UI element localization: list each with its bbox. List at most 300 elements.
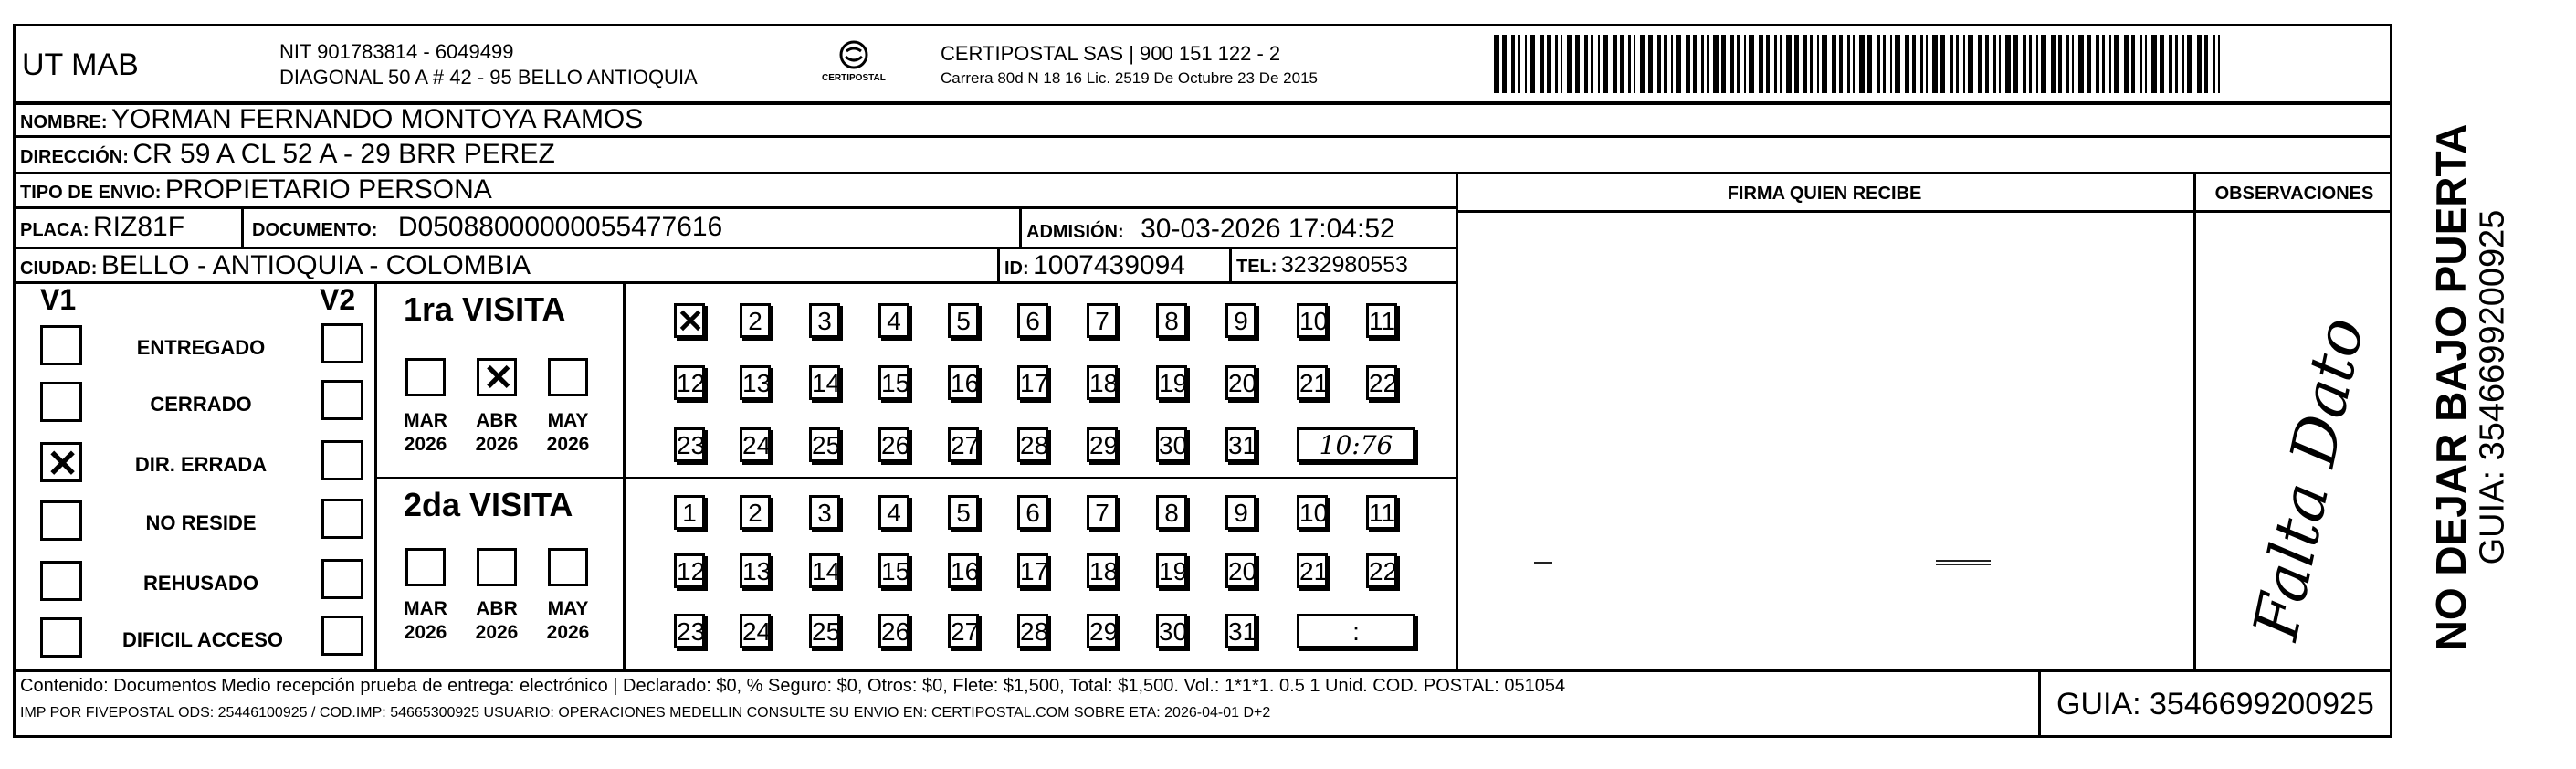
x-mark-icon: ✕ — [47, 442, 79, 485]
barcode-bar — [1657, 35, 1661, 93]
barcode-bar — [2109, 35, 2111, 93]
day-box[interactable] — [878, 365, 909, 400]
col-line — [374, 281, 377, 669]
certipostal-address: Carrera 80d N 18 16 Lic. 2519 De Octubre 23 De 2015 — [941, 69, 1318, 87]
day-box[interactable] — [1156, 495, 1187, 530]
certipostal-logo — [813, 38, 895, 93]
month-year: 2026 — [475, 434, 519, 455]
day-number: 21 — [1299, 369, 1329, 397]
day-box[interactable] — [1225, 303, 1256, 338]
month-label — [398, 409, 453, 457]
barcode-bar — [2072, 35, 2074, 93]
barcode-bar — [1817, 35, 1819, 93]
row-line — [13, 135, 2392, 138]
month-year: 2026 — [546, 434, 590, 455]
barcode-bar — [2145, 35, 2147, 93]
day-box[interactable] — [1017, 614, 1048, 648]
day-box[interactable] — [1225, 427, 1256, 462]
footer-content: Contenido: Documentos Medio recepción prueba de entrega: electrónico | Declarado: $0, % Seguro: $0, Otros: $0, Flete: $1,500, Total: $1,500. Vol.: 1*1*1. 0.5 1 Unid. COD. POSTAL: 051054 — [20, 676, 1566, 696]
barcode-bar — [1847, 35, 1850, 93]
month-year: 2026 — [546, 622, 590, 643]
day-box[interactable] — [809, 495, 840, 530]
barcode-bar — [2160, 35, 2164, 93]
month-label — [469, 409, 524, 457]
v1-checkbox[interactable] — [40, 561, 82, 601]
day-box[interactable] — [1297, 365, 1328, 400]
day-box[interactable] — [740, 614, 771, 648]
day-box[interactable] — [1087, 495, 1118, 530]
day-number: 8 — [1164, 307, 1179, 335]
day-box[interactable] — [1087, 614, 1118, 648]
barcode-bar — [1968, 35, 1973, 93]
day-box[interactable] — [1225, 553, 1256, 588]
day-number: 28 — [1020, 617, 1049, 646]
barcode-bar — [1867, 35, 1872, 93]
day-box[interactable] — [1156, 365, 1187, 400]
day-box[interactable] — [1087, 303, 1118, 338]
day-box[interactable] — [1156, 553, 1187, 588]
barcode-bar — [1950, 35, 1953, 93]
barcode-bar — [2058, 35, 2062, 93]
day-box[interactable] — [674, 495, 705, 530]
day-box[interactable] — [740, 495, 771, 530]
day-number: 24 — [742, 617, 772, 646]
day-number: 5 — [956, 499, 971, 527]
barcode-bar — [1713, 35, 1719, 93]
day-box[interactable] — [740, 427, 771, 462]
barcode-bar — [2218, 35, 2220, 93]
month-checkbox[interactable] — [477, 358, 517, 396]
barcode-bar — [2124, 35, 2129, 93]
barcode-bar — [1912, 35, 1916, 93]
day-number: 29 — [1089, 617, 1119, 646]
day-number: 6 — [1025, 499, 1040, 527]
barcode-bar — [1707, 35, 1709, 93]
logo-text: CERTIPOSTAL — [822, 73, 886, 83]
barcode-bar — [1890, 35, 1892, 93]
barcode-bar — [2131, 35, 2135, 93]
day-number: 17 — [1020, 557, 1049, 585]
nombre-label: NOMBRE: — [20, 112, 108, 132]
id-label: ID: — [1004, 258, 1029, 279]
barcode-bar — [1926, 35, 1928, 93]
day-box[interactable] — [809, 365, 840, 400]
barcode-bar — [2213, 35, 2215, 93]
day-number: 9 — [1234, 307, 1248, 335]
barcode-bar — [1567, 35, 1572, 93]
day-number: 18 — [1089, 557, 1119, 585]
barcode-bar — [1547, 35, 1551, 93]
day-number: 30 — [1159, 431, 1188, 459]
barcode-bar — [2197, 35, 2202, 93]
time-box[interactable] — [1297, 427, 1415, 462]
day-number: 23 — [677, 431, 706, 459]
month-name: MAY — [547, 410, 589, 431]
day-box[interactable] — [1017, 553, 1048, 588]
day-box[interactable] — [809, 553, 840, 588]
day-number: 17 — [1020, 369, 1049, 397]
day-number: 13 — [742, 369, 772, 397]
month-name: ABR — [476, 598, 518, 619]
barcode-bar — [1603, 35, 1608, 93]
direccion-value: CR 59 A CL 52 A - 29 BRR PEREZ — [132, 139, 555, 169]
month-name: MAY — [547, 598, 589, 619]
day-number: 4 — [887, 307, 901, 335]
barcode-bar — [1525, 35, 1527, 93]
day-number: 23 — [677, 617, 706, 646]
barcode-bar — [1877, 35, 1880, 93]
status-label: REHUSADO — [143, 572, 258, 595]
day-box[interactable] — [948, 553, 979, 588]
day-number: 9 — [1234, 499, 1248, 527]
second-visit-title: 2da VISITA — [404, 486, 573, 523]
barcode-bar — [1780, 35, 1782, 93]
day-number: 20 — [1228, 369, 1257, 397]
day-box[interactable] — [740, 303, 771, 338]
day-box[interactable] — [948, 427, 979, 462]
day-number: 25 — [812, 431, 841, 459]
day-box[interactable] — [674, 365, 705, 400]
day-number: 14 — [812, 369, 841, 397]
barcode-bar — [2023, 35, 2026, 93]
col-line — [1019, 206, 1022, 247]
day-box[interactable] — [878, 303, 909, 338]
observaciones-text: Falta Dato — [2240, 311, 2379, 647]
day-box[interactable] — [1225, 495, 1256, 530]
month-checkbox[interactable] — [548, 548, 588, 586]
barcode-bar — [1993, 35, 1996, 93]
col-line — [623, 281, 626, 669]
barcode-bar — [1664, 35, 1667, 93]
tipo-value: PROPIETARIO PERSONA — [164, 174, 492, 205]
day-number: 31 — [1228, 431, 1257, 459]
day-number: 6 — [1025, 307, 1040, 335]
barcode-bar — [1494, 35, 1499, 93]
time-value: 10:76 — [1319, 430, 1393, 460]
day-box[interactable] — [948, 495, 979, 530]
barcode-bar — [1905, 35, 1909, 93]
col-line — [997, 247, 1000, 281]
status-label: DIFICIL ACCESO — [121, 628, 283, 651]
certipostal-title: CERTIPOSTAL SAS | 900 151 122 - 2 — [941, 42, 1281, 65]
month-name: ABR — [476, 410, 518, 431]
day-number: 28 — [1020, 431, 1049, 459]
day-number: 16 — [951, 557, 980, 585]
row-line — [13, 281, 1456, 284]
day-number: 3 — [817, 307, 832, 335]
month-checkbox[interactable] — [405, 548, 446, 586]
barcode-bar — [1749, 35, 1754, 93]
tel-value: 3232980553 — [1280, 252, 1408, 278]
day-number: 12 — [677, 557, 706, 585]
v2-checkbox[interactable] — [321, 440, 363, 480]
time-box[interactable] — [1297, 614, 1415, 648]
barcode-bar — [1540, 35, 1544, 93]
status-label: ENTREGADO — [136, 336, 266, 359]
barcode-bar — [1744, 35, 1746, 93]
barcode-bar — [1613, 35, 1617, 93]
day-number: 10 — [1299, 307, 1329, 335]
month-year: 2026 — [404, 434, 447, 455]
barcode-bar — [2005, 35, 2011, 93]
day-box[interactable] — [1297, 553, 1328, 588]
firma-header: FIRMA QUIEN RECIBE — [1727, 184, 1922, 204]
id-value: 1007439094 — [1033, 250, 1185, 280]
day-number: 14 — [812, 557, 841, 585]
barcode-bar — [1634, 35, 1635, 93]
admision-label: ADMISIÓN: — [1026, 222, 1124, 242]
month-label — [469, 597, 524, 645]
barcode-bar — [1671, 35, 1673, 93]
day-box[interactable] — [674, 614, 705, 648]
barcode-bar — [2078, 35, 2084, 93]
barcode-bar — [1693, 35, 1697, 93]
barcode-bar — [2151, 35, 2157, 93]
barcode-bar — [1883, 35, 1886, 93]
day-number: 24 — [742, 431, 772, 459]
barcode-bar — [2102, 35, 2105, 93]
day-box[interactable] — [1087, 365, 1118, 400]
v2-header: V2 — [320, 283, 356, 316]
v2-checkbox[interactable] — [321, 616, 363, 656]
barcode-bar — [1963, 35, 1965, 93]
day-number: 27 — [951, 617, 980, 646]
day-box[interactable] — [1017, 365, 1048, 400]
day-box[interactable] — [878, 614, 909, 648]
x-mark-icon: ✕ — [483, 358, 514, 398]
day-number: 11 — [1369, 307, 1396, 335]
barcode-bar — [2187, 35, 2192, 93]
day-box[interactable] — [948, 303, 979, 338]
day-number: 3 — [817, 499, 832, 527]
day-box[interactable] — [1017, 495, 1048, 530]
status-label: DIR. ERRADA — [134, 453, 268, 476]
day-number: 26 — [881, 617, 910, 646]
v1-checkbox[interactable] — [40, 325, 82, 365]
barcode-bar — [1956, 35, 1959, 93]
col-line — [241, 206, 244, 247]
day-box[interactable] — [1297, 303, 1328, 338]
barcode-bar — [1518, 35, 1520, 93]
day-box[interactable] — [740, 365, 771, 400]
row-line — [13, 206, 1456, 209]
barcode — [1494, 35, 2223, 93]
day-box[interactable] — [1366, 495, 1397, 530]
day-number: 13 — [742, 557, 772, 585]
day-number: 2 — [748, 499, 762, 527]
side-guia-text: GUIA: 3546699200925 — [2473, 209, 2512, 565]
day-number: 19 — [1159, 369, 1188, 397]
barcode-bar — [1832, 35, 1836, 93]
day-box[interactable] — [674, 553, 705, 588]
placa-value: RIZ81F — [93, 212, 185, 242]
day-box[interactable] — [740, 553, 771, 588]
company-address: DIAGONAL 50 A # 42 - 95 BELLO ANTIOQUIA — [279, 66, 698, 89]
v1-checkbox[interactable] — [40, 442, 82, 485]
documento-label: DOCUMENTO: — [252, 220, 378, 240]
barcode-bar — [2041, 35, 2046, 93]
day-number: 15 — [881, 557, 910, 585]
day-box[interactable] — [1156, 303, 1187, 338]
day-box[interactable] — [948, 614, 979, 648]
barcode-bar — [1591, 35, 1593, 93]
barcode-bar — [1620, 35, 1624, 93]
day-number: 11 — [1369, 499, 1396, 527]
month-year: 2026 — [404, 622, 447, 643]
barcode-bar — [1598, 35, 1600, 93]
barcode-bar — [1999, 35, 2001, 93]
col-line — [2193, 172, 2196, 669]
barcode-bar — [2013, 35, 2018, 93]
ciudad-value: BELLO - ANTIOQUIA - COLOMBIA — [100, 250, 531, 280]
barcode-bar — [1640, 35, 1645, 93]
time-value: : — [1352, 617, 1360, 646]
day-number: 25 — [812, 617, 841, 646]
month-name: MAR — [404, 410, 447, 431]
barcode-bar — [1502, 35, 1507, 93]
day-box[interactable] — [878, 495, 909, 530]
barcode-bar — [1561, 35, 1562, 93]
v1-checkbox[interactable] — [40, 617, 82, 658]
day-number: 31 — [1228, 617, 1257, 646]
barcode-bar — [1759, 35, 1763, 93]
barcode-bar — [1555, 35, 1558, 93]
footer-frame — [13, 669, 2392, 738]
v2-checkbox[interactable] — [321, 323, 363, 363]
day-number: 19 — [1159, 557, 1188, 585]
month-year: 2026 — [475, 622, 519, 643]
day-number: 16 — [951, 369, 980, 397]
tipo-label: TIPO DE ENVIO: — [20, 183, 162, 203]
day-box[interactable] — [1366, 365, 1397, 400]
barcode-bar — [1978, 35, 1982, 93]
barcode-bar — [1895, 35, 1900, 93]
barcode-bar — [1985, 35, 1989, 93]
day-number: 20 — [1228, 557, 1257, 585]
day-box[interactable] — [1297, 495, 1328, 530]
day-number: 22 — [1369, 369, 1398, 397]
barcode-bar — [2175, 35, 2178, 93]
barcode-bar — [2114, 35, 2119, 93]
day-box[interactable] — [1366, 553, 1397, 588]
barcode-bar — [2169, 35, 2172, 93]
signature-mark — [1516, 548, 2155, 575]
day-number: 18 — [1089, 369, 1119, 397]
day-box[interactable] — [1087, 553, 1118, 588]
day-number: 4 — [887, 499, 901, 527]
barcode-bar — [1853, 35, 1855, 93]
v1-checkbox[interactable] — [40, 382, 82, 422]
month-checkbox[interactable] — [548, 358, 588, 396]
day-number: 27 — [951, 431, 980, 459]
barcode-bar — [1628, 35, 1631, 93]
day-box[interactable] — [809, 427, 840, 462]
company-name: UT MAB — [22, 47, 139, 82]
barcode-bar — [2140, 35, 2142, 93]
v2-checkbox[interactable] — [321, 559, 363, 599]
day-box[interactable] — [809, 614, 840, 648]
barcode-bar — [2066, 35, 2069, 93]
barcode-bar — [1584, 35, 1588, 93]
tel-label: TEL: — [1236, 257, 1277, 277]
barcode-bar — [1839, 35, 1843, 93]
barcode-bar — [1794, 35, 1799, 93]
row-line — [1456, 210, 2392, 213]
col-line — [1456, 172, 1458, 669]
documento-value: D05088000000055477616 — [397, 212, 723, 242]
day-box[interactable] — [1087, 427, 1118, 462]
footer-imp: IMP POR FIVEPOSTAL ODS: 25446100925 / COD.IMP: 54665300925 USUARIO: OPERACIONES MEDELLIN CONSULTE SU ENVIO EN: CERTIPOSTAL.COM SOBRE ETA: 2026-04-01 D+2 — [20, 705, 1271, 721]
barcode-bar — [2036, 35, 2038, 93]
barcode-bar — [1676, 35, 1681, 93]
barcode-bar — [2204, 35, 2208, 93]
direccion-label: DIRECCIÓN: — [20, 147, 129, 167]
month-checkbox[interactable] — [477, 548, 517, 586]
barcode-bar — [1822, 35, 1827, 93]
day-box[interactable] — [1366, 303, 1397, 338]
day-box[interactable] — [674, 427, 705, 462]
barcode-bar — [2182, 35, 2184, 93]
status-label: NO RESIDE — [145, 511, 257, 534]
day-number: 10 — [1299, 499, 1329, 527]
barcode-bar — [1730, 35, 1734, 93]
barcode-bar — [2029, 35, 2032, 93]
col-line — [1229, 247, 1232, 281]
barcode-bar — [1575, 35, 1580, 93]
day-number: 2 — [748, 307, 762, 335]
day-box[interactable] — [1225, 614, 1256, 648]
day-box[interactable] — [674, 303, 705, 338]
day-box[interactable] — [1017, 427, 1048, 462]
month-label — [398, 597, 453, 645]
day-box[interactable] — [948, 365, 979, 400]
day-number: 21 — [1299, 557, 1329, 585]
barcode-bar — [2096, 35, 2099, 93]
v1-checkbox[interactable] — [40, 500, 82, 541]
day-number: 15 — [881, 369, 910, 397]
barcode-bar — [1530, 35, 1535, 93]
day-box[interactable] — [809, 303, 840, 338]
first-visit-title: 1ra VISITA — [404, 290, 566, 328]
side-text-box — [2396, 102, 2512, 672]
observaciones-header: OBSERVACIONES — [2214, 184, 2374, 204]
visit-split-line — [374, 477, 1456, 479]
day-box[interactable] — [878, 427, 909, 462]
day-box[interactable] — [1225, 365, 1256, 400]
day-number: 22 — [1369, 557, 1398, 585]
day-box[interactable] — [1156, 614, 1187, 648]
nit-text: NIT 901783814 - 6049499 — [279, 40, 514, 63]
barcode-bar — [2087, 35, 2091, 93]
ciudad-label: CIUDAD: — [20, 258, 98, 279]
barcode-bar — [1803, 35, 1807, 93]
status-label: CERRADO — [150, 393, 252, 416]
v1-header: V1 — [40, 283, 77, 316]
day-number: 7 — [1095, 499, 1109, 527]
row-line — [13, 247, 1456, 249]
day-number: 29 — [1089, 431, 1119, 459]
barcode-bar — [1859, 35, 1865, 93]
day-box[interactable] — [1017, 303, 1048, 338]
month-checkbox[interactable] — [405, 358, 446, 396]
footer-guia: GUIA: 3546699200925 — [2056, 687, 2374, 722]
day-number: 30 — [1159, 617, 1188, 646]
v2-checkbox[interactable] — [321, 499, 363, 539]
v2-checkbox[interactable] — [321, 380, 363, 420]
day-box[interactable] — [1156, 427, 1187, 462]
barcode-bar — [1766, 35, 1770, 93]
day-box[interactable] — [878, 553, 909, 588]
